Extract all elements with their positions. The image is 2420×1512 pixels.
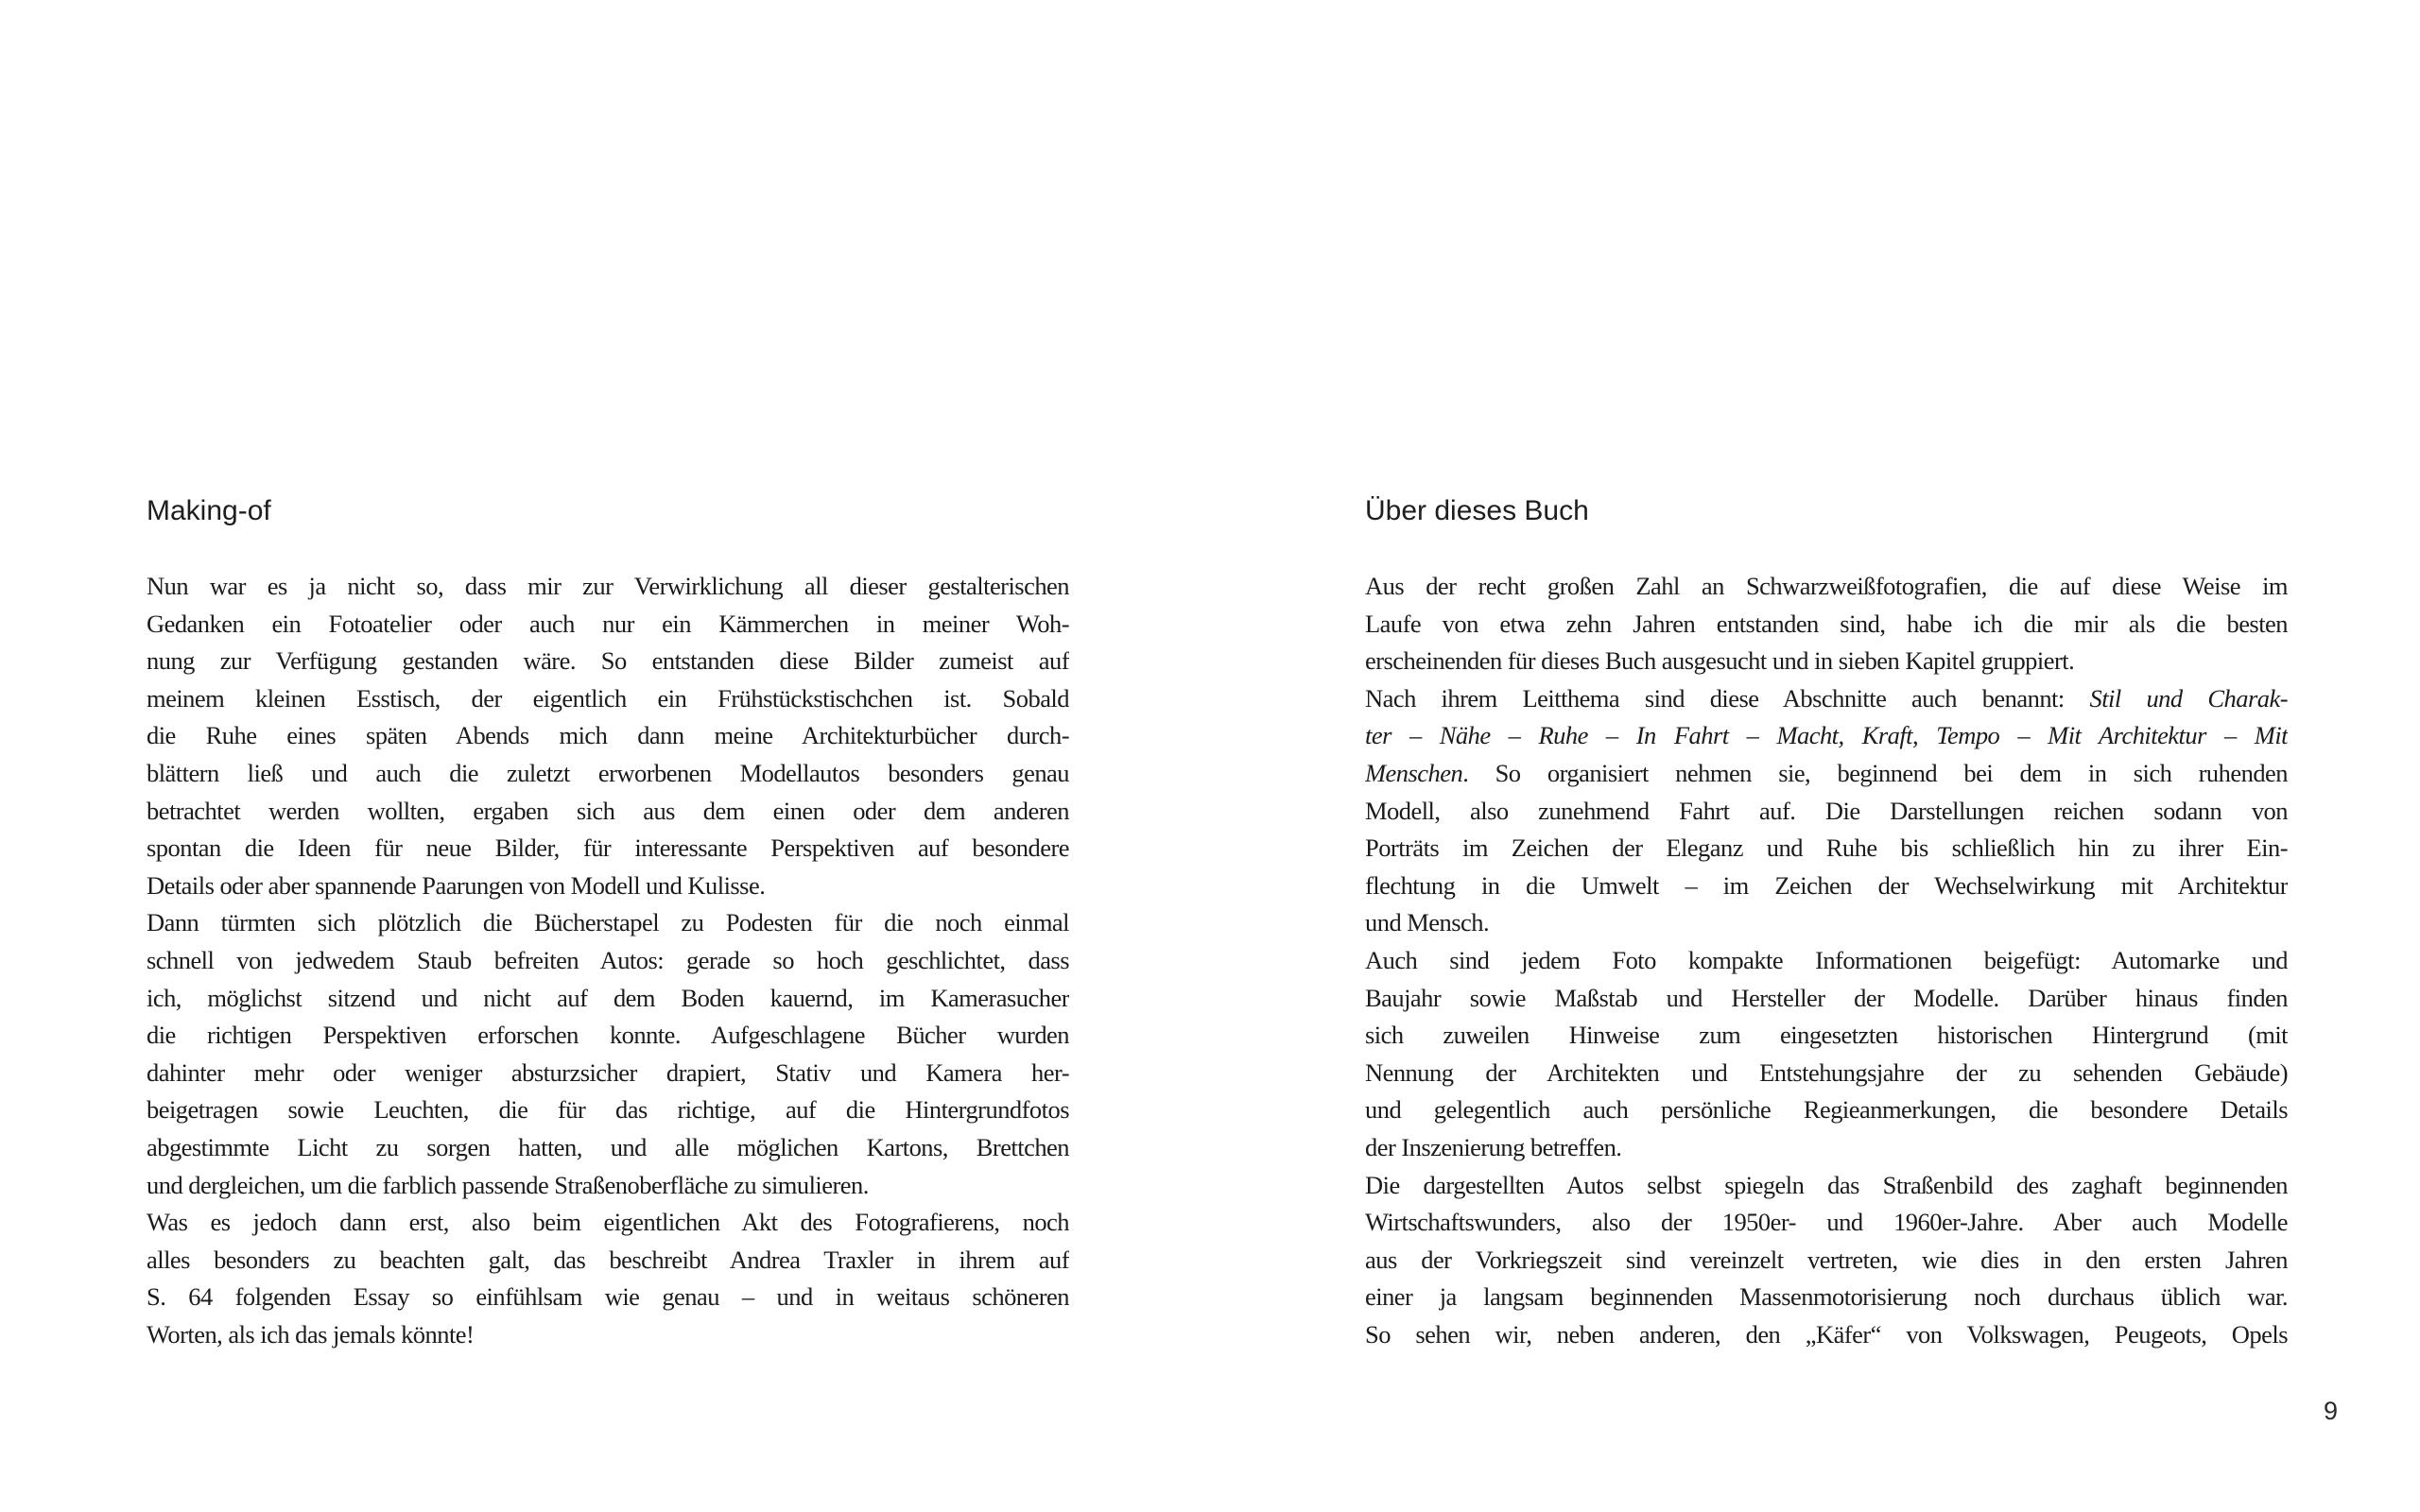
text-line — [147, 1129, 1069, 1167]
body-text: Nennung der Architekten und Entstehungsjahre der zu sehenden Gebäude) — [1365, 1057, 2288, 1087]
text-line — [1365, 1167, 2288, 1205]
text-line — [1365, 568, 2288, 606]
body-text: blättern ließ und auch die zuletzt erworbenen Modellautos besonders genau — [147, 758, 1069, 787]
text-line — [1365, 942, 2288, 980]
body-text: Was es jedoch dann erst, also beim eigentlichen Akt des Fotografierens, noch — [147, 1208, 1069, 1237]
body-text: Modell, also zunehmend Fahrt auf. Die Darstellungen reichen sodann von — [1365, 796, 2288, 825]
right-column — [1365, 494, 2288, 1353]
body-text: sich zuweilen Hinweise zum eingesetzten historischen Hintergrund (mit — [1365, 1021, 2288, 1050]
body-text: S. 64 folgenden Essay so einfühlsam wie genau – und in weitaus schöneren — [147, 1282, 1069, 1312]
body-text: ich, möglichst sitzend und nicht auf dem Boden kauernd, im Kamerasucher — [147, 983, 1069, 1012]
text-line — [147, 755, 1069, 793]
text-line — [1365, 904, 2288, 942]
text-line — [147, 1091, 1069, 1129]
text-line — [1365, 717, 2288, 755]
text-line — [147, 1242, 1069, 1280]
text-line — [147, 904, 1069, 942]
text-line — [1365, 1055, 2288, 1092]
body-text: Laufe von etwa zehn Jahren entstanden sind, habe ich die mir als die besten — [1365, 609, 2288, 638]
body-text: spontan die Ideen für neue Bilder, für interessante Perspektiven auf besondere — [147, 833, 1069, 863]
text-line — [147, 1017, 1069, 1055]
body-text: Worten, als ich das jemals könnte! — [147, 1319, 475, 1349]
text-line — [1365, 1204, 2288, 1242]
body-text: Die dargestellten Autos selbst spiegeln das Straßenbild des zaghaft beginnenden — [1365, 1170, 2288, 1199]
body-text: aus der Vorkriegszeit sind vereinzelt vertreten, wie dies in den ersten Jahren — [1365, 1245, 2288, 1274]
text-line — [147, 1204, 1069, 1242]
body-text: alles besonders zu beachten galt, das beschreibt Andrea Traxler in ihrem auf — [147, 1245, 1069, 1274]
text-line — [147, 942, 1069, 980]
section-heading-ueber-dieses-buch: Über dieses Buch — [1365, 495, 1589, 526]
text-line — [1365, 1129, 2288, 1167]
body-text: beigetragen sowie Leuchten, die für das richtige, auf die Hintergrundfotos — [147, 1095, 1069, 1125]
body-text: abgestimmte Licht zu sorgen hatten, und alle möglichen Kartons, Brettchen — [147, 1132, 1069, 1161]
body-text: die richtigen Perspektiven erforschen konnte. Aufgeschlagene Bücher wurden — [147, 1021, 1069, 1050]
text-line — [1365, 606, 2288, 644]
text-line — [1365, 680, 2288, 718]
body-text: Nach ihrem Leitthema sind diese Abschnitte auch benannt: — [1365, 683, 2090, 713]
text-line — [147, 1055, 1069, 1092]
text-line — [147, 568, 1069, 606]
text-line — [1365, 1017, 2288, 1055]
text-line — [147, 830, 1069, 868]
body-text: einer ja langsam beginnenden Massenmotorisierung noch durchaus üblich war. — [1365, 1282, 2288, 1312]
text-line — [147, 1167, 1069, 1205]
text-line — [1365, 980, 2288, 1018]
text-line — [1365, 643, 2288, 680]
text-line — [147, 680, 1069, 718]
body-text: und gelegentlich auch persönliche Regieanmerkungen, die besondere Details — [1365, 1095, 2288, 1125]
body-text: nung zur Verfügung gestanden wäre. So entstanden diese Bilder zumeist auf — [147, 646, 1069, 676]
text-line — [1365, 755, 2288, 793]
body-text: Nun war es ja nicht so, dass mir zur Verwirklichung all dieser gestalterischen — [147, 572, 1069, 600]
text-line — [147, 643, 1069, 680]
text-line — [1365, 793, 2288, 831]
italic-text: Menschen — [1365, 758, 1463, 787]
body-text: Porträts im Zeichen der Eleganz und Ruhe bis schließlich hin zu ihrer Ein- — [1365, 833, 2288, 863]
body-text: Baujahr sowie Maßstab und Hersteller der Modelle. Darüber hinaus finden — [1365, 983, 2288, 1012]
page-number: 9 — [2324, 1397, 2339, 1425]
body-text: Details oder aber spannende Paarungen von Modell und Kulisse. — [147, 870, 766, 900]
body-text: Dann türmten sich plötzlich die Bücherstapel zu Podesten für die noch einmal — [147, 908, 1069, 937]
left-column-text — [147, 568, 1069, 1353]
body-text: schnell von jedwedem Staub befreiten Autos: gerade so hoch geschlichtet, dass — [147, 945, 1069, 974]
body-text: und Mensch. — [1365, 908, 1490, 937]
body-text: Auch sind jedem Foto kompakte Informationen beigefügt: Automarke und — [1365, 945, 2288, 974]
italic-text: Stil und Charak- — [2089, 683, 2288, 713]
body-text: Wirtschaftswunders, also der 1950er- und 1960er-Jahre. Aber auch Modelle — [1365, 1208, 2288, 1237]
text-line — [147, 717, 1069, 755]
text-line — [1365, 1316, 2288, 1354]
body-text: und dergleichen, um die farblich passende Straßenoberfläche zu simulieren. — [147, 1170, 869, 1199]
text-line — [1365, 1091, 2288, 1129]
body-text: . So organisiert nehmen sie, beginnend bei dem in sich ruhenden — [1462, 758, 2288, 787]
body-text: die Ruhe eines späten Abends mich dann meine Architekturbücher durch- — [147, 721, 1069, 750]
body-text: der Inszenierung betreffen. — [1365, 1132, 1622, 1161]
text-line — [147, 1316, 1069, 1354]
text-line — [147, 980, 1069, 1018]
italic-text: ter – Nähe – Ruhe – In Fahrt – Macht, Kraft, Tempo – Mit Architektur – Mit — [1365, 721, 2288, 750]
section-heading-making-of: Making-of — [147, 495, 271, 526]
body-text: Gedanken ein Fotoatelier oder auch nur ein Kämmerchen in meiner Woh- — [147, 609, 1069, 638]
right-column-text — [1365, 568, 2288, 1353]
body-text: dahinter mehr oder weniger absturzsicher drapiert, Stativ und Kamera her- — [147, 1057, 1069, 1087]
text-line — [147, 868, 1069, 905]
text-line — [1365, 830, 2288, 868]
text-line — [147, 793, 1069, 831]
left-column — [147, 494, 1069, 1353]
body-text: flechtung in die Umwelt – im Zeichen der Wechselwirkung mit Architektur — [1365, 870, 2288, 900]
text-line — [1365, 868, 2288, 905]
body-text: erscheinenden für dieses Buch ausgesucht und in sieben Kapitel gruppiert. — [1365, 646, 2075, 676]
body-text: betrachtet werden wollten, ergaben sich aus dem einen oder dem anderen — [147, 796, 1069, 825]
text-line — [147, 1279, 1069, 1316]
body-text: meinem kleinen Esstisch, der eigentlich ein Frühstückstischchen ist. Sobald — [147, 683, 1069, 713]
text-line — [147, 606, 1069, 644]
body-text: Aus der recht großen Zahl an Schwarzweißfotografien, die auf diese Weise im — [1365, 572, 2288, 600]
body-text: So sehen wir, neben anderen, den „Käfer“ von Volkswagen, Peugeots, Opels — [1365, 1319, 2288, 1349]
text-line — [1365, 1279, 2288, 1316]
text-line — [1365, 1242, 2288, 1280]
